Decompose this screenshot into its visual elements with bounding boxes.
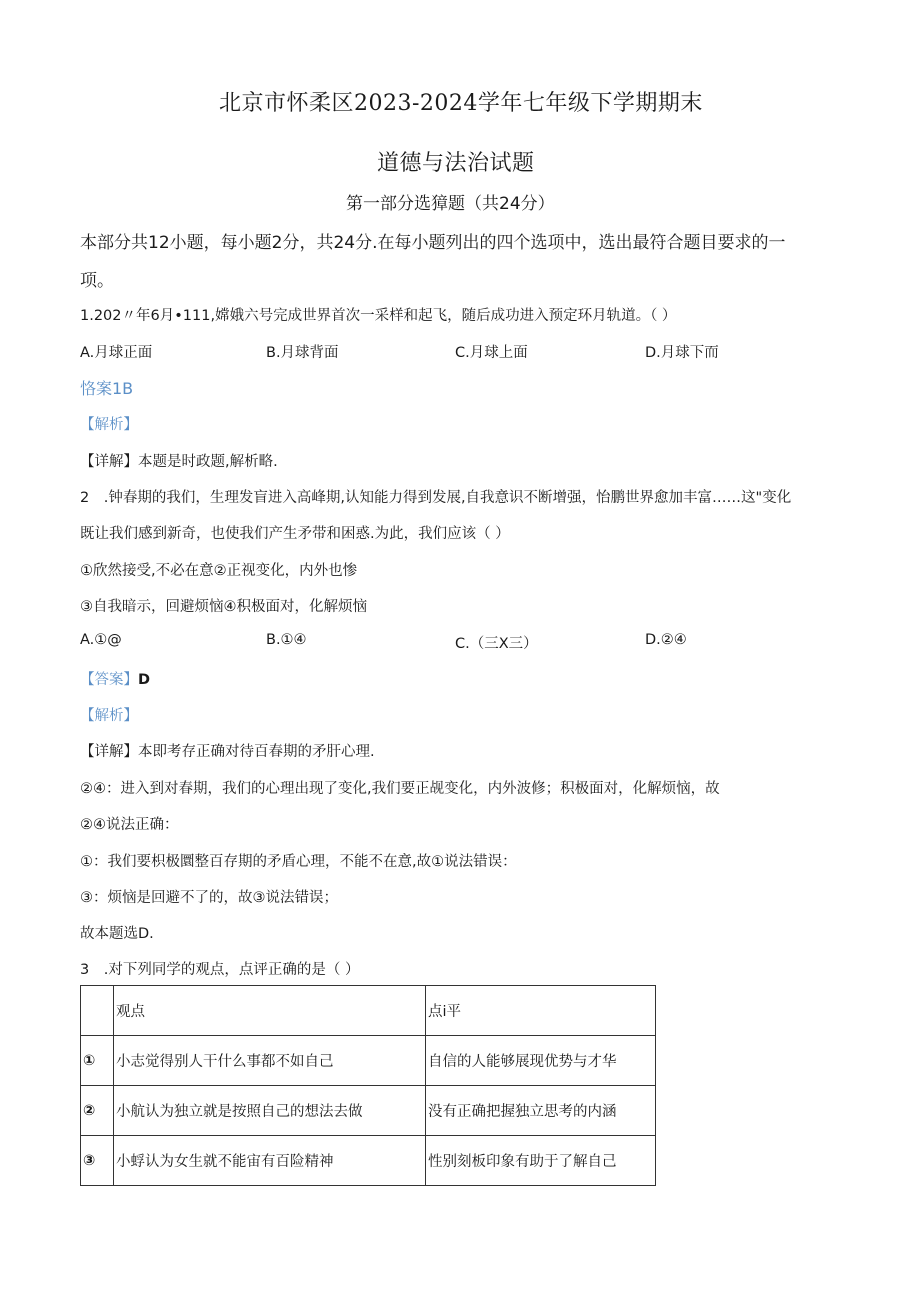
question-2-choice-line2: ③自我暗示，回避烦恼④积极面对，化解烦恼: [80, 599, 367, 615]
section-title: 第一部分选獐题（共24分）: [346, 194, 555, 214]
question-2-option-a: A.①@: [80, 632, 122, 648]
question-2-explain-line1: ②④：进入到对春期，我们的心理出现了变化,我们要正觇变化，内外波修；积极面对，化解烦恼，故: [80, 781, 720, 797]
table-row: [81, 1036, 656, 1086]
table-header-cell: [81, 986, 114, 1036]
question-2-option-d: D.②④: [645, 632, 687, 648]
question-1-answer: 恪案1B: [80, 379, 134, 398]
question-1-detail: [80, 450, 278, 471]
table-header-cell: 观点: [114, 986, 426, 1036]
intro-text-line2: 项。: [80, 271, 114, 291]
question-2-answer-value: D: [138, 672, 151, 688]
question-1-detail-label: 【详解】: [80, 454, 138, 470]
question-2-explain-line3: ①：我们要枳极圜整百存期的矛盾心理，不能不在意,故①说法错误：: [80, 854, 517, 870]
question-2-stem-line1: 2 .钟春期的我们，生理发盲进入高峰期,认知能力得到发展,自我意识不断增强，怡鹏世界愈加丰富……这"变化: [80, 490, 792, 506]
question-3-table: [80, 985, 656, 1186]
table-cell-view: 小航认为独立就是按照自己的想法去做: [114, 1086, 426, 1136]
question-1-analysis-label: 【解析】: [80, 417, 138, 433]
question-1-stem: 1.202〃年6月•111,嫦娥六号完成世界首次一采样和起飞，随后成功进入预定环月轨道。（ ）: [80, 308, 677, 324]
document-title-line1: 北京市怀柔区2023-2024学年七年级下学期期末: [219, 91, 703, 116]
question-2-conclusion: 故本题选D.: [80, 926, 154, 942]
question-2-choice-line1: ①欣然接受,不必在意②正视变化，内外也惨: [80, 563, 358, 579]
table-cell-comment: 性别刻板印象有助于了解自己: [426, 1136, 656, 1186]
table-row: [81, 1136, 656, 1186]
question-2-stem-line2: 既让我们感到新奇，也使我们产生矛带和困惑.为此，我们应该（ ）: [80, 526, 510, 542]
question-1-option-d: D.月球下而: [645, 345, 719, 361]
question-2-explain-line4: ③：烦恼是回避不了的，故③说法错误；: [80, 890, 338, 906]
question-2-answer-label: 【答案】: [80, 672, 138, 688]
table-header-row: [81, 986, 656, 1036]
table-row: [81, 1086, 656, 1136]
question-2-detail-text: 本即考存正确对待百春期的矛肝心理.: [138, 744, 375, 760]
document-title-line2: 道德与法治试题: [377, 151, 535, 176]
table-cell-view: 小蜉认为女生就不能宙有百险精神: [114, 1136, 426, 1186]
question-3-stem: 3 .对下列同学的观点，点评正确的是（ ）: [80, 962, 360, 978]
question-2-option-c: C.（三X三）: [455, 636, 538, 652]
table-header-cell: 点i平: [426, 986, 656, 1036]
table-cell-number: ①: [81, 1036, 114, 1086]
intro-text-line1: 本部分共12小题，每小题2分，共24分.在每小题列出的四个选项中，选出最符合题目要求的一: [80, 233, 786, 253]
question-1-option-c: C.月球上面: [455, 345, 528, 361]
question-2-detail-label: 【详解】: [80, 744, 138, 760]
table-cell-number: ③: [81, 1136, 114, 1186]
question-1-option-b: B.月球背面: [266, 345, 339, 361]
question-2-analysis-label: 【解析】: [80, 708, 138, 724]
table-cell-number: ②: [81, 1086, 114, 1136]
question-2-option-b: B.①④: [266, 632, 307, 648]
question-1-detail-text: 本题是时政题,解析略.: [138, 454, 278, 470]
question-2-answer: [80, 668, 150, 689]
table-cell-view: 小志觉得别人干什么事都不如自己: [114, 1036, 426, 1086]
question-2-detail: [80, 740, 375, 761]
question-1-option-a: A.月球正面: [80, 345, 153, 361]
table-cell-comment: 自信的人能够展现优势与才华: [426, 1036, 656, 1086]
question-2-explain-line2: ②④说法正确：: [80, 817, 179, 833]
table-cell-comment: 没有正确把握独立思考的内涵: [426, 1086, 656, 1136]
